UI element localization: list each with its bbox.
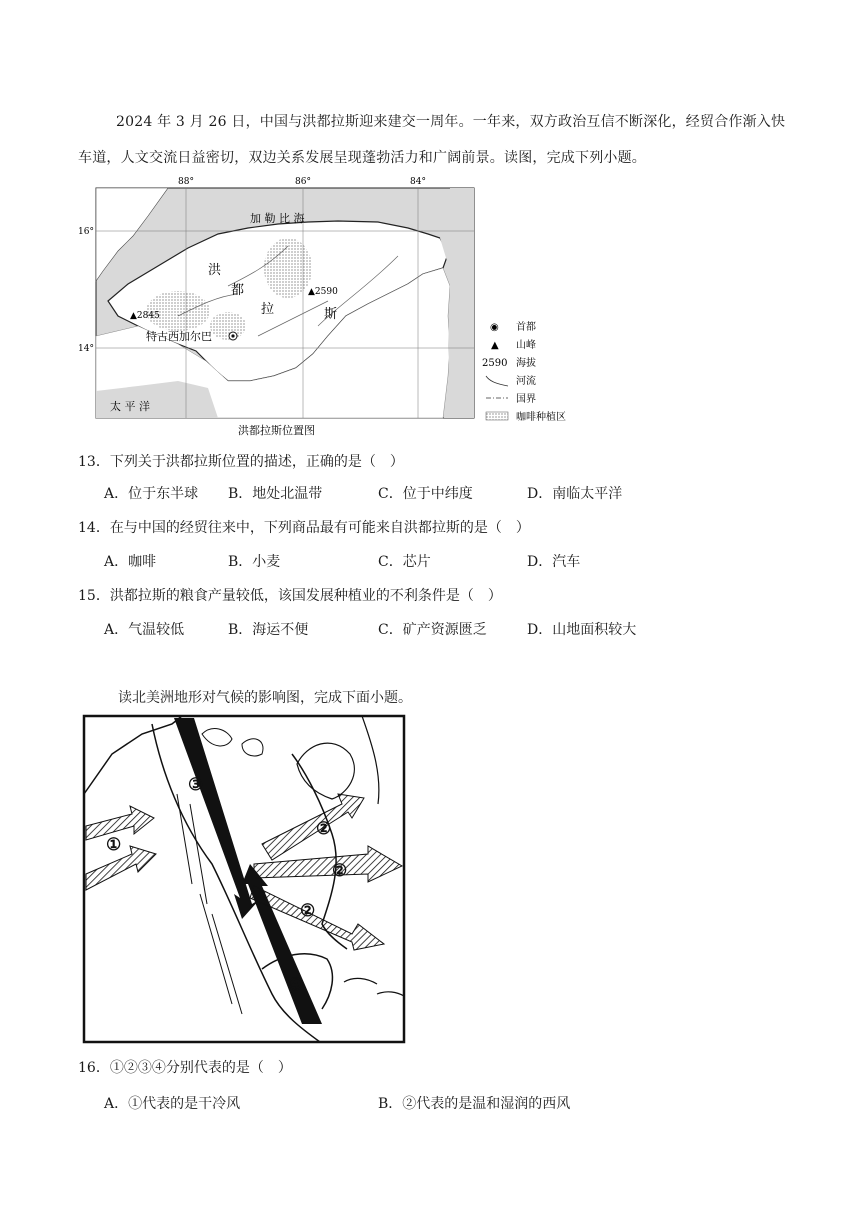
- option-13b[interactable]: B．地处北温带: [228, 486, 323, 502]
- country-char: 斯: [324, 307, 338, 322]
- option-13a[interactable]: A．位于东半球: [104, 486, 199, 502]
- country-char: 都: [231, 283, 245, 298]
- sea-label: 加 勒 比 海: [250, 212, 305, 225]
- map-legend: [482, 320, 566, 423]
- option-16a[interactable]: A．①代表的是干冷风: [104, 1096, 241, 1112]
- label-2: ②: [316, 819, 332, 839]
- question-13-stem: 13．下列关于洪都拉斯位置的描述，正确的是（ ）: [78, 454, 404, 470]
- intro-2: 读北美洲地形对气候的影响图，完成下面小题。: [118, 690, 412, 706]
- peak-label: ▲2590: [308, 287, 338, 297]
- svg-text:◉: ◉: [490, 322, 499, 333]
- label-4: ④: [288, 975, 304, 995]
- capital-label: 特古西加尔巴: [146, 330, 212, 343]
- option-15b[interactable]: B．海运不便: [228, 622, 309, 638]
- label-2: ②: [332, 861, 348, 881]
- ocean-label: 太 平 洋: [110, 400, 150, 413]
- label-1: ①: [106, 835, 122, 855]
- option-15a[interactable]: A．气温较低: [104, 622, 185, 638]
- svg-text:山峰: 山峰: [516, 340, 536, 351]
- label-3: ③: [188, 775, 204, 795]
- option-13c[interactable]: C．位于中纬度: [378, 486, 473, 502]
- question-14-stem: 14．在与中国的经贸往来中，下列商品最有可能来自洪都拉斯的是（ ）: [78, 520, 530, 536]
- option-16b[interactable]: B．②代表的是温和湿润的西风: [378, 1096, 571, 1112]
- svg-text:国界: 国界: [516, 394, 536, 405]
- option-14d[interactable]: D．汽车: [527, 554, 581, 570]
- lon-label: 88°: [178, 177, 194, 187]
- lon-label: 86°: [295, 177, 311, 187]
- option-14a[interactable]: A．咖啡: [104, 554, 157, 570]
- coffee-area: [210, 312, 246, 340]
- label-2: ②: [300, 901, 316, 921]
- lat-label: 16°: [78, 227, 94, 237]
- option-13d[interactable]: D．南临太平洋: [527, 486, 623, 502]
- svg-text:海拔: 海拔: [516, 358, 536, 369]
- map-caption: 洪都拉斯位置图: [238, 424, 315, 437]
- country-char: 洪: [208, 263, 222, 278]
- svg-text:咖啡种植区: 咖啡种植区: [516, 412, 566, 423]
- question-15-stem: 15．洪都拉斯的粮食产量较低，该国发展种植业的不利条件是（ ）: [78, 588, 502, 604]
- lon-label: 84°: [410, 177, 426, 187]
- svg-text:河流: 河流: [516, 376, 536, 387]
- option-14c[interactable]: C．芯片: [378, 554, 431, 570]
- question-16-stem: 16．①②③④分别代表的是（ ）: [78, 1060, 292, 1076]
- option-14b[interactable]: B．小麦: [228, 554, 281, 570]
- honduras-location-map: [78, 176, 588, 438]
- option-15d[interactable]: D．山地面积较大: [527, 622, 637, 638]
- svg-text:2590: 2590: [482, 358, 508, 369]
- north-america-climate-map: [82, 714, 412, 1046]
- country-char: 拉: [261, 302, 275, 317]
- coffee-area: [264, 238, 312, 298]
- option-15c[interactable]: C．矿产资源匮乏: [378, 622, 487, 638]
- lat-label: 14°: [78, 344, 94, 354]
- svg-text:首都: 首都: [516, 322, 536, 333]
- peak-label: ▲2845: [130, 311, 160, 321]
- svg-text:▲: ▲: [491, 340, 499, 351]
- intro-paragraph: 2024 年 3 月 26 日，中国与洪都拉斯迎来建交一周年。一年来，双方政治互信不断深化，经贸合作渐入快车道，人文交流日益密切，双边关系发展呈现蓬勃活力和广阔前景。读图，完成下列小题。: [78, 114, 786, 166]
